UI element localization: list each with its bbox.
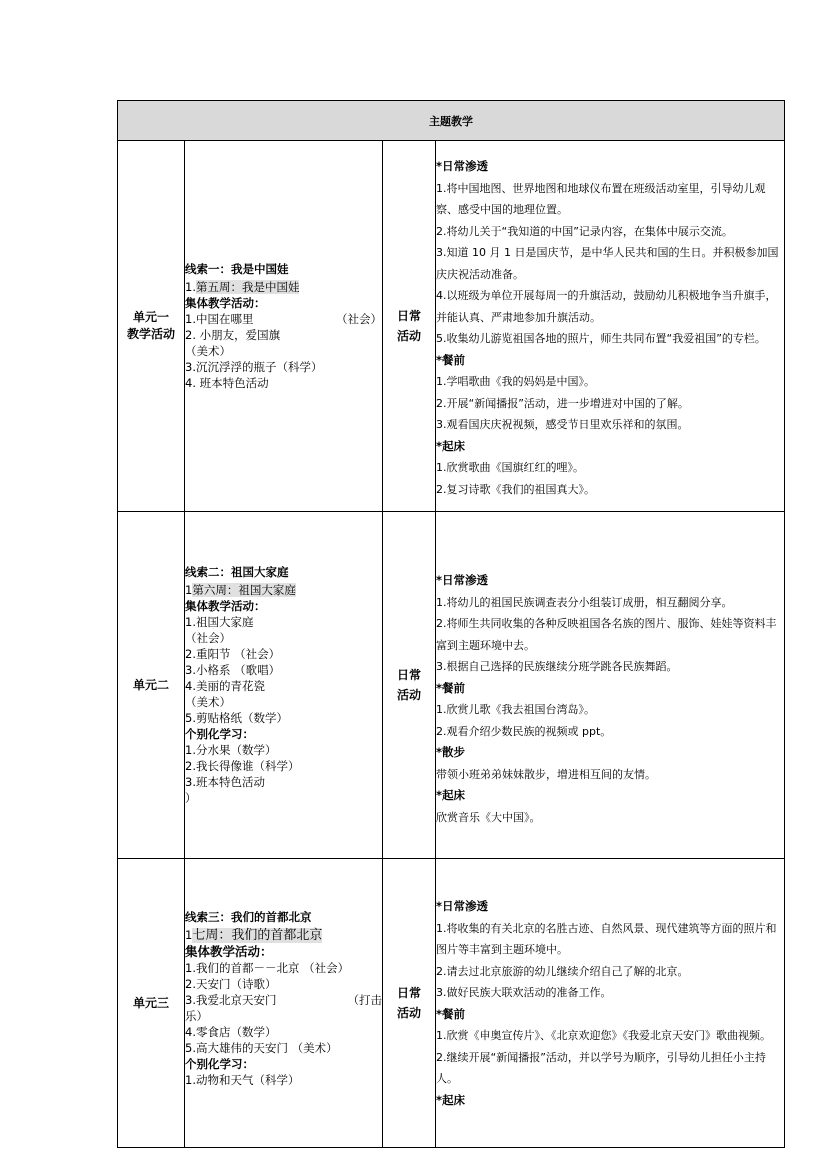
lesson-item-text: （社会） xyxy=(185,631,231,645)
section-line: 1.将幼儿的祖国民族调查表分小组装订成册，相互翻阅分享。 xyxy=(436,595,733,609)
week-line xyxy=(185,279,382,295)
unit-label xyxy=(118,512,185,859)
group-heading: 集体教学活动： xyxy=(185,296,266,310)
lesson-item xyxy=(185,662,382,678)
lesson-item-text: （美术） xyxy=(185,344,231,358)
lesson-item-text: 3.小格系 （歌唱） xyxy=(185,663,281,677)
section-heading: * 餐前 xyxy=(436,1004,784,1026)
lesson-item-text: 1.我们的首都－－北京 （社会） xyxy=(185,961,350,975)
thread-title: 线索一：我是中国娃 xyxy=(185,262,289,276)
lesson-item xyxy=(185,1040,382,1056)
lesson-item xyxy=(185,1024,382,1040)
week-prefix: 1 xyxy=(185,583,193,597)
daily-label xyxy=(383,141,436,512)
unit-label-text: 单元三 xyxy=(132,995,169,1010)
lesson-item-text: 5.剪贴格纸（数学） xyxy=(185,711,288,725)
lesson-item-text: 3.沉沉浮浮的瓶子（科学） xyxy=(185,360,323,374)
section-line: 4.以班级为单位开展每周一的升旗活动，鼓励幼儿积极地争当升旗手，并能认真、严肃地参加升旗活动。 xyxy=(436,289,777,324)
individual-item: ） xyxy=(185,791,197,805)
detail-cell xyxy=(436,859,785,1148)
section-line: 2.将幼儿关于“我知道的中国”记录内容，在集体中展示交流。 xyxy=(436,224,733,238)
section-line: 1.学唱歌曲《我的妈妈是中国》。 xyxy=(436,375,595,388)
individual-item: 2.我长得像谁（科学） xyxy=(185,759,300,773)
section-line: 1.将中国地图、世界地图和地球仪布置在班级活动室里，引导幼儿观察、感受中国的地理位置。 xyxy=(436,181,766,216)
group-heading: 集体教学活动： xyxy=(185,944,273,959)
individual-heading: 个别化学习： xyxy=(185,727,254,741)
lesson-item xyxy=(185,976,382,992)
daily-label-text: 日常 活动 xyxy=(396,986,421,1020)
thread-title: 线索三：我们的首都北京 xyxy=(185,910,312,924)
section-heading: * 起床 xyxy=(436,1090,784,1112)
section-line: 5.收集幼儿游览祖国各地的照片，师生共同布置“我爱祖国”的专栏。 xyxy=(436,332,766,345)
section-line: 2.继续开展“新闻播报”活动，并以学号为顺序，引导幼儿担任小主持人。 xyxy=(436,1050,766,1085)
detail-cell xyxy=(436,141,785,512)
section-heading: * 起床 xyxy=(436,436,784,458)
lesson-item xyxy=(185,694,382,710)
group-items xyxy=(185,960,382,1056)
week-prefix: 1. xyxy=(185,280,196,294)
lesson-item-tag: （社会） xyxy=(336,312,382,326)
lesson-item-text: 4.零食店（数学） xyxy=(185,1025,277,1039)
unit-label-text: 单元一 教学活动 xyxy=(126,310,175,341)
lesson-item-text: 2.天安门（诗歌） xyxy=(185,977,277,991)
section-line: 2.复习诗歌《我们的祖国真大》。 xyxy=(436,482,595,496)
week-title: 七周：我们的首都北京 xyxy=(192,928,323,943)
unit-label-text: 单元二 xyxy=(132,677,169,692)
section-line: 2.将师生共同收集的各种反映祖国各名族的图片、服饰、娃娃等资料丰富到主题环境中去。 xyxy=(436,617,777,652)
individual-item: 1.分水果（数学） xyxy=(185,743,277,757)
section-line: 3.做好民族大联欢活动的准备工作。 xyxy=(436,986,612,999)
daily-label-text: 日常 活动 xyxy=(396,309,421,343)
lesson-item xyxy=(185,375,382,391)
section-line: 欣赏音乐《大中国》。 xyxy=(436,810,541,824)
lesson-item-text: 乐） xyxy=(185,1009,208,1023)
individual-item: 3.班本特色活动 xyxy=(185,775,265,789)
lesson-item-text: （美术） xyxy=(185,695,231,709)
lesson-item-text: 4.美丽的青花瓷 xyxy=(185,679,265,693)
lesson-item xyxy=(185,992,382,1008)
group-items xyxy=(185,614,382,726)
unit-label xyxy=(118,141,185,512)
lesson-item xyxy=(185,311,382,327)
section-line: 2.开展“新闻播报”活动，进一步增进对中国的了解。 xyxy=(436,396,689,410)
section-line: 2.观看介绍少数民族的视频或 ppt。 xyxy=(436,724,612,738)
section-line: 3.根据自己选择的民族继续分班学跳各民族舞蹈。 xyxy=(436,660,678,673)
section-heading: * 餐前 xyxy=(436,678,784,700)
daily-label-text: 日常 活动 xyxy=(396,668,421,702)
section-heading: * 散步 xyxy=(436,742,784,764)
section-heading: * 日常渗透 xyxy=(436,570,784,592)
individual-items xyxy=(185,742,382,806)
individual-items xyxy=(185,1072,382,1088)
lesson-item xyxy=(185,1008,382,1024)
daily-label xyxy=(383,859,436,1148)
lesson-item xyxy=(185,343,382,359)
lesson-item-text: 2. 小朋友，爱国旗 xyxy=(185,328,281,342)
lesson-cell xyxy=(185,512,383,859)
lesson-item xyxy=(185,327,382,343)
daily-label xyxy=(383,512,436,859)
thread-title: 线索二：祖国大家庭 xyxy=(185,565,289,579)
lesson-item-text: 2.重阳节 （社会） xyxy=(185,647,281,661)
individual-item: 1.动物和天气（科学） xyxy=(185,1073,300,1087)
individual-heading: 个别化学习： xyxy=(185,1057,254,1071)
section-heading: * 起床 xyxy=(436,785,784,807)
lesson-item xyxy=(185,359,382,375)
lesson-item-text: 3.我爱北京天安门 xyxy=(185,993,277,1007)
section-line: 带领小班弟弟妹妹散步，增进相互间的友情。 xyxy=(436,767,656,781)
table-title: 主题教学 xyxy=(118,101,785,141)
lesson-item xyxy=(185,646,382,662)
unit-label xyxy=(118,859,185,1148)
section-line: 2.请去过北京旅游的幼儿继续介绍自己了解的北京。 xyxy=(436,964,689,978)
theme-teaching-table xyxy=(117,100,785,1148)
section-line: 1.欣赏歌曲《国旗红红的哩》。 xyxy=(436,461,584,474)
section-line: 1.欣赏儿歌《我去祖国台湾岛》。 xyxy=(436,703,595,716)
week-title: 第五周：我是中国娃 xyxy=(195,280,300,294)
lesson-item-text: 5.高大雄伟的天安门 （美术） xyxy=(185,1041,338,1055)
lesson-cell xyxy=(185,141,383,512)
lesson-item xyxy=(185,678,382,694)
lesson-item-tag: （打击 xyxy=(347,993,382,1007)
detail-cell xyxy=(436,512,785,859)
week-line xyxy=(185,582,382,598)
section-heading: * 日常渗透 xyxy=(436,896,784,918)
section-line: 3.知道 10 月 1 日是国庆节，是中华人民共和国的生日。并积极参加国庆庆祝活动准备。 xyxy=(436,246,779,281)
week-title: 第六周：祖国大家庭 xyxy=(192,583,296,597)
lesson-item-text: 4. 班本特色活动 xyxy=(185,376,269,390)
lesson-item-text: 1.中国在哪里 xyxy=(185,312,254,326)
group-items xyxy=(185,311,382,391)
week-prefix: 1 xyxy=(185,928,193,942)
section-line: 1.将收集的有关北京的名胜古迹、自然风景、现代建筑等方面的照片和图片等丰富到主题环境中。 xyxy=(436,921,777,956)
lesson-item xyxy=(185,630,382,646)
group-heading: 集体教学活动： xyxy=(185,599,266,613)
section-heading: * 餐前 xyxy=(436,350,784,372)
section-line: 1.欣赏《申奥宣传片》、《北京欢迎您》《我爱北京天安门》歌曲视频。 xyxy=(436,1029,771,1042)
lesson-item xyxy=(185,960,382,976)
section-heading: * 日常渗透 xyxy=(436,156,784,178)
section-line: 3.观看国庆庆祝视频，感受节日里欢乐祥和的氛围。 xyxy=(436,418,689,431)
lesson-cell xyxy=(185,859,383,1148)
lesson-item-text: 1.祖国大家庭 xyxy=(185,615,254,629)
week-line xyxy=(185,927,382,944)
lesson-item xyxy=(185,614,382,630)
lesson-item xyxy=(185,710,382,726)
